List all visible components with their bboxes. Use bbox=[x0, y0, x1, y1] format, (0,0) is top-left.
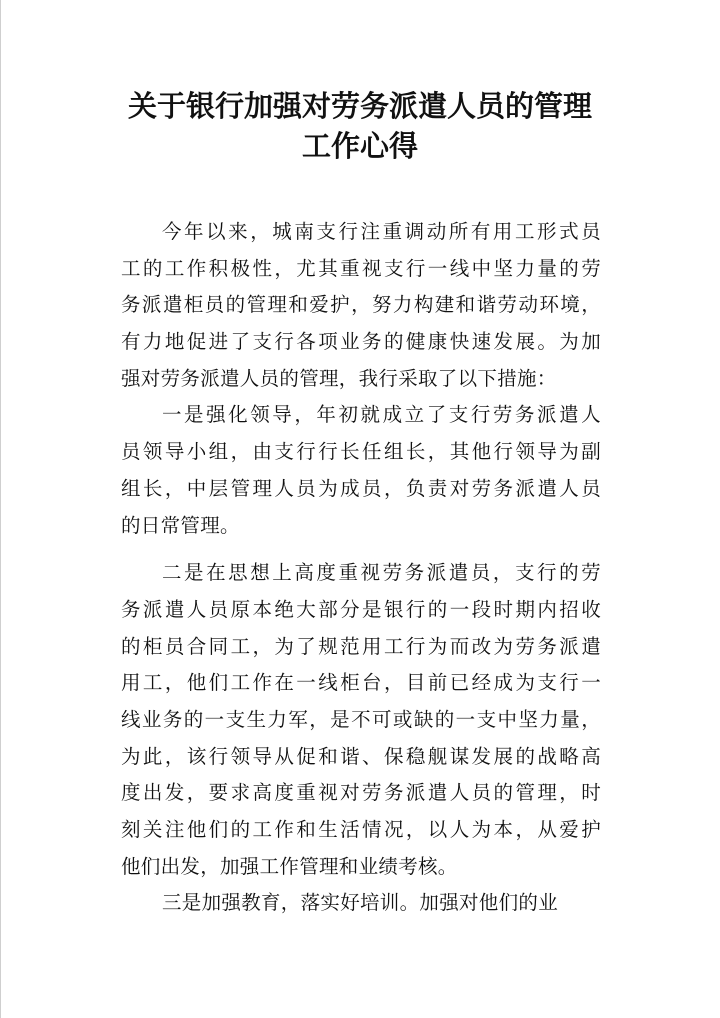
paragraph-gap bbox=[121, 544, 601, 555]
text-line: 的日常管理。 bbox=[121, 513, 240, 537]
text-line: 务派遣柜员的管理和爱护，努力构建和谐劳动环境， bbox=[121, 293, 601, 317]
text-line: 三是加强教育，落实好培训。加强对他们的业 bbox=[162, 891, 559, 915]
text-line: 的柜员合同工，为了规范用工行为而改为劳务派遣 bbox=[121, 634, 601, 658]
text-line: 员领导小组，由支行行长任组长，其他行领导为副 bbox=[121, 440, 601, 464]
title-line: 关于银行加强对劳务派遣人员的管理 bbox=[127, 89, 592, 123]
page-edge bbox=[0, 0, 1, 1018]
document-body bbox=[121, 214, 601, 922]
text-line: 一是强化领导，年初就成立了支行劳务派遣人 bbox=[162, 403, 601, 427]
text-line: 有力地促进了支行各项业务的健康快速发展。为加 bbox=[121, 330, 601, 354]
text-line: 刻关注他们的工作和生活情况，以人为本，从爱护 bbox=[121, 818, 601, 841]
paragraph-measure-2 bbox=[121, 555, 601, 885]
text-line: 今年以来，城南支行注重调动所有用工形式员 bbox=[162, 220, 601, 243]
paragraph-intro bbox=[121, 214, 601, 397]
paragraph-measure-1 bbox=[121, 397, 601, 544]
text-line: 为此，该行领导从促和谐、保稳舰谋发展的战略高 bbox=[121, 744, 601, 768]
text-line: 务派遣人员原本绝大部分是银行的一段时期内招收 bbox=[121, 597, 601, 621]
text-line: 组长，中层管理人员为成员，负责对劳务派遣人员 bbox=[121, 476, 601, 500]
text-line: 工的工作积极性，尤其重视支行一线中坚力量的劳 bbox=[121, 256, 601, 280]
title-line: 工作心得 bbox=[301, 129, 418, 163]
text-line: 用工，他们工作在一线柜台，目前已经成为支行一 bbox=[121, 671, 601, 695]
text-line: 他们出发，加强工作管理和业绩考核。 bbox=[121, 854, 458, 878]
text-line: 线业务的一支生力军，是不可或缺的一支中坚力量， bbox=[121, 707, 601, 731]
text-line: 强对劳务派遣人员的管理，我行采取了以下措施： bbox=[121, 366, 557, 390]
text-line: 二是在思想上高度重视劳务派遣员，支行的劳 bbox=[162, 561, 601, 585]
text-line: 度出发，要求高度重视对劳务派遣人员的管理，时 bbox=[121, 781, 601, 805]
document-title bbox=[100, 86, 620, 166]
paragraph-measure-3 bbox=[121, 885, 601, 922]
